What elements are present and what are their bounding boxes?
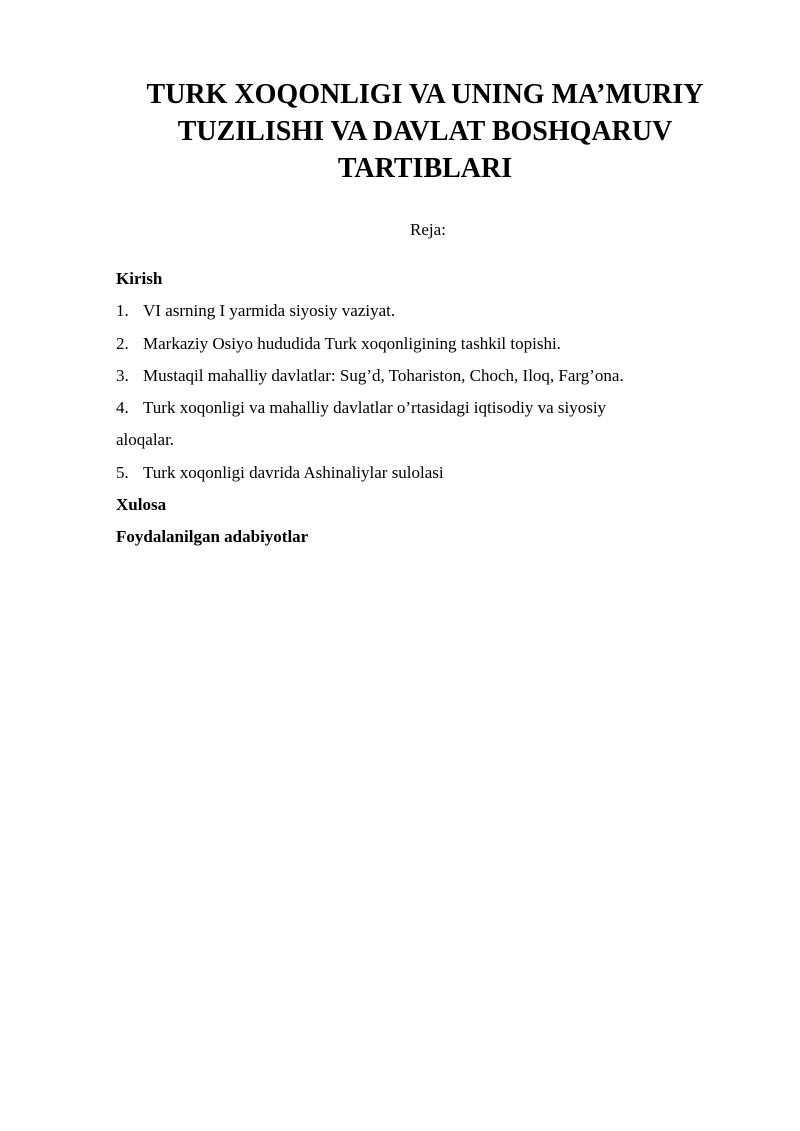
plan-item-number: 5. — [116, 462, 129, 482]
plan-item-text: Mustaqil mahalliy davlatlar: Sug’d, Tohariston, Choch, Iloq, Farg’ona. — [143, 365, 624, 385]
plan-item-number: 3. — [116, 365, 129, 385]
plan-item-3 — [116, 365, 716, 397]
plan-item-number: 2. — [116, 333, 129, 353]
plan-outline — [116, 268, 716, 559]
intro-heading: Kirish — [116, 269, 163, 288]
plan-item-number: 1. — [116, 301, 129, 321]
plan-item-text: Markaziy Osiyo hududida Turk xoqonligining tashkil topishi. — [143, 333, 561, 353]
plan-item-text: Turk xoqonligi davrida Ashinaliylar sulolasi — [143, 462, 444, 482]
plan-item-5 — [116, 462, 716, 494]
references-heading: Foydalanilgan adabiyotlar — [116, 527, 309, 547]
plan-item-text: VI asrning I yarmida siyosiy vaziyat. — [143, 301, 396, 321]
plan-item-4 — [116, 397, 716, 429]
plan-label: Reja: — [410, 220, 446, 239]
document-title: TURK XOQONLIGI VA UNING MA’MURIY TUZILISHI VA DAVLAT BOSHQARUV TARTIBLARI — [146, 79, 704, 184]
plan-item-4-continuation: aloqalar. — [116, 430, 175, 450]
conclusion-heading: Xulosa — [116, 495, 167, 515]
plan-item-2 — [116, 333, 716, 365]
plan-item-1 — [116, 300, 716, 332]
plan-item-text: Turk xoqonligi va mahalliy davlatlar o’rtasidagi iqtisodiy va siyosiy — [143, 398, 607, 418]
plan-item-number: 4. — [116, 398, 129, 418]
